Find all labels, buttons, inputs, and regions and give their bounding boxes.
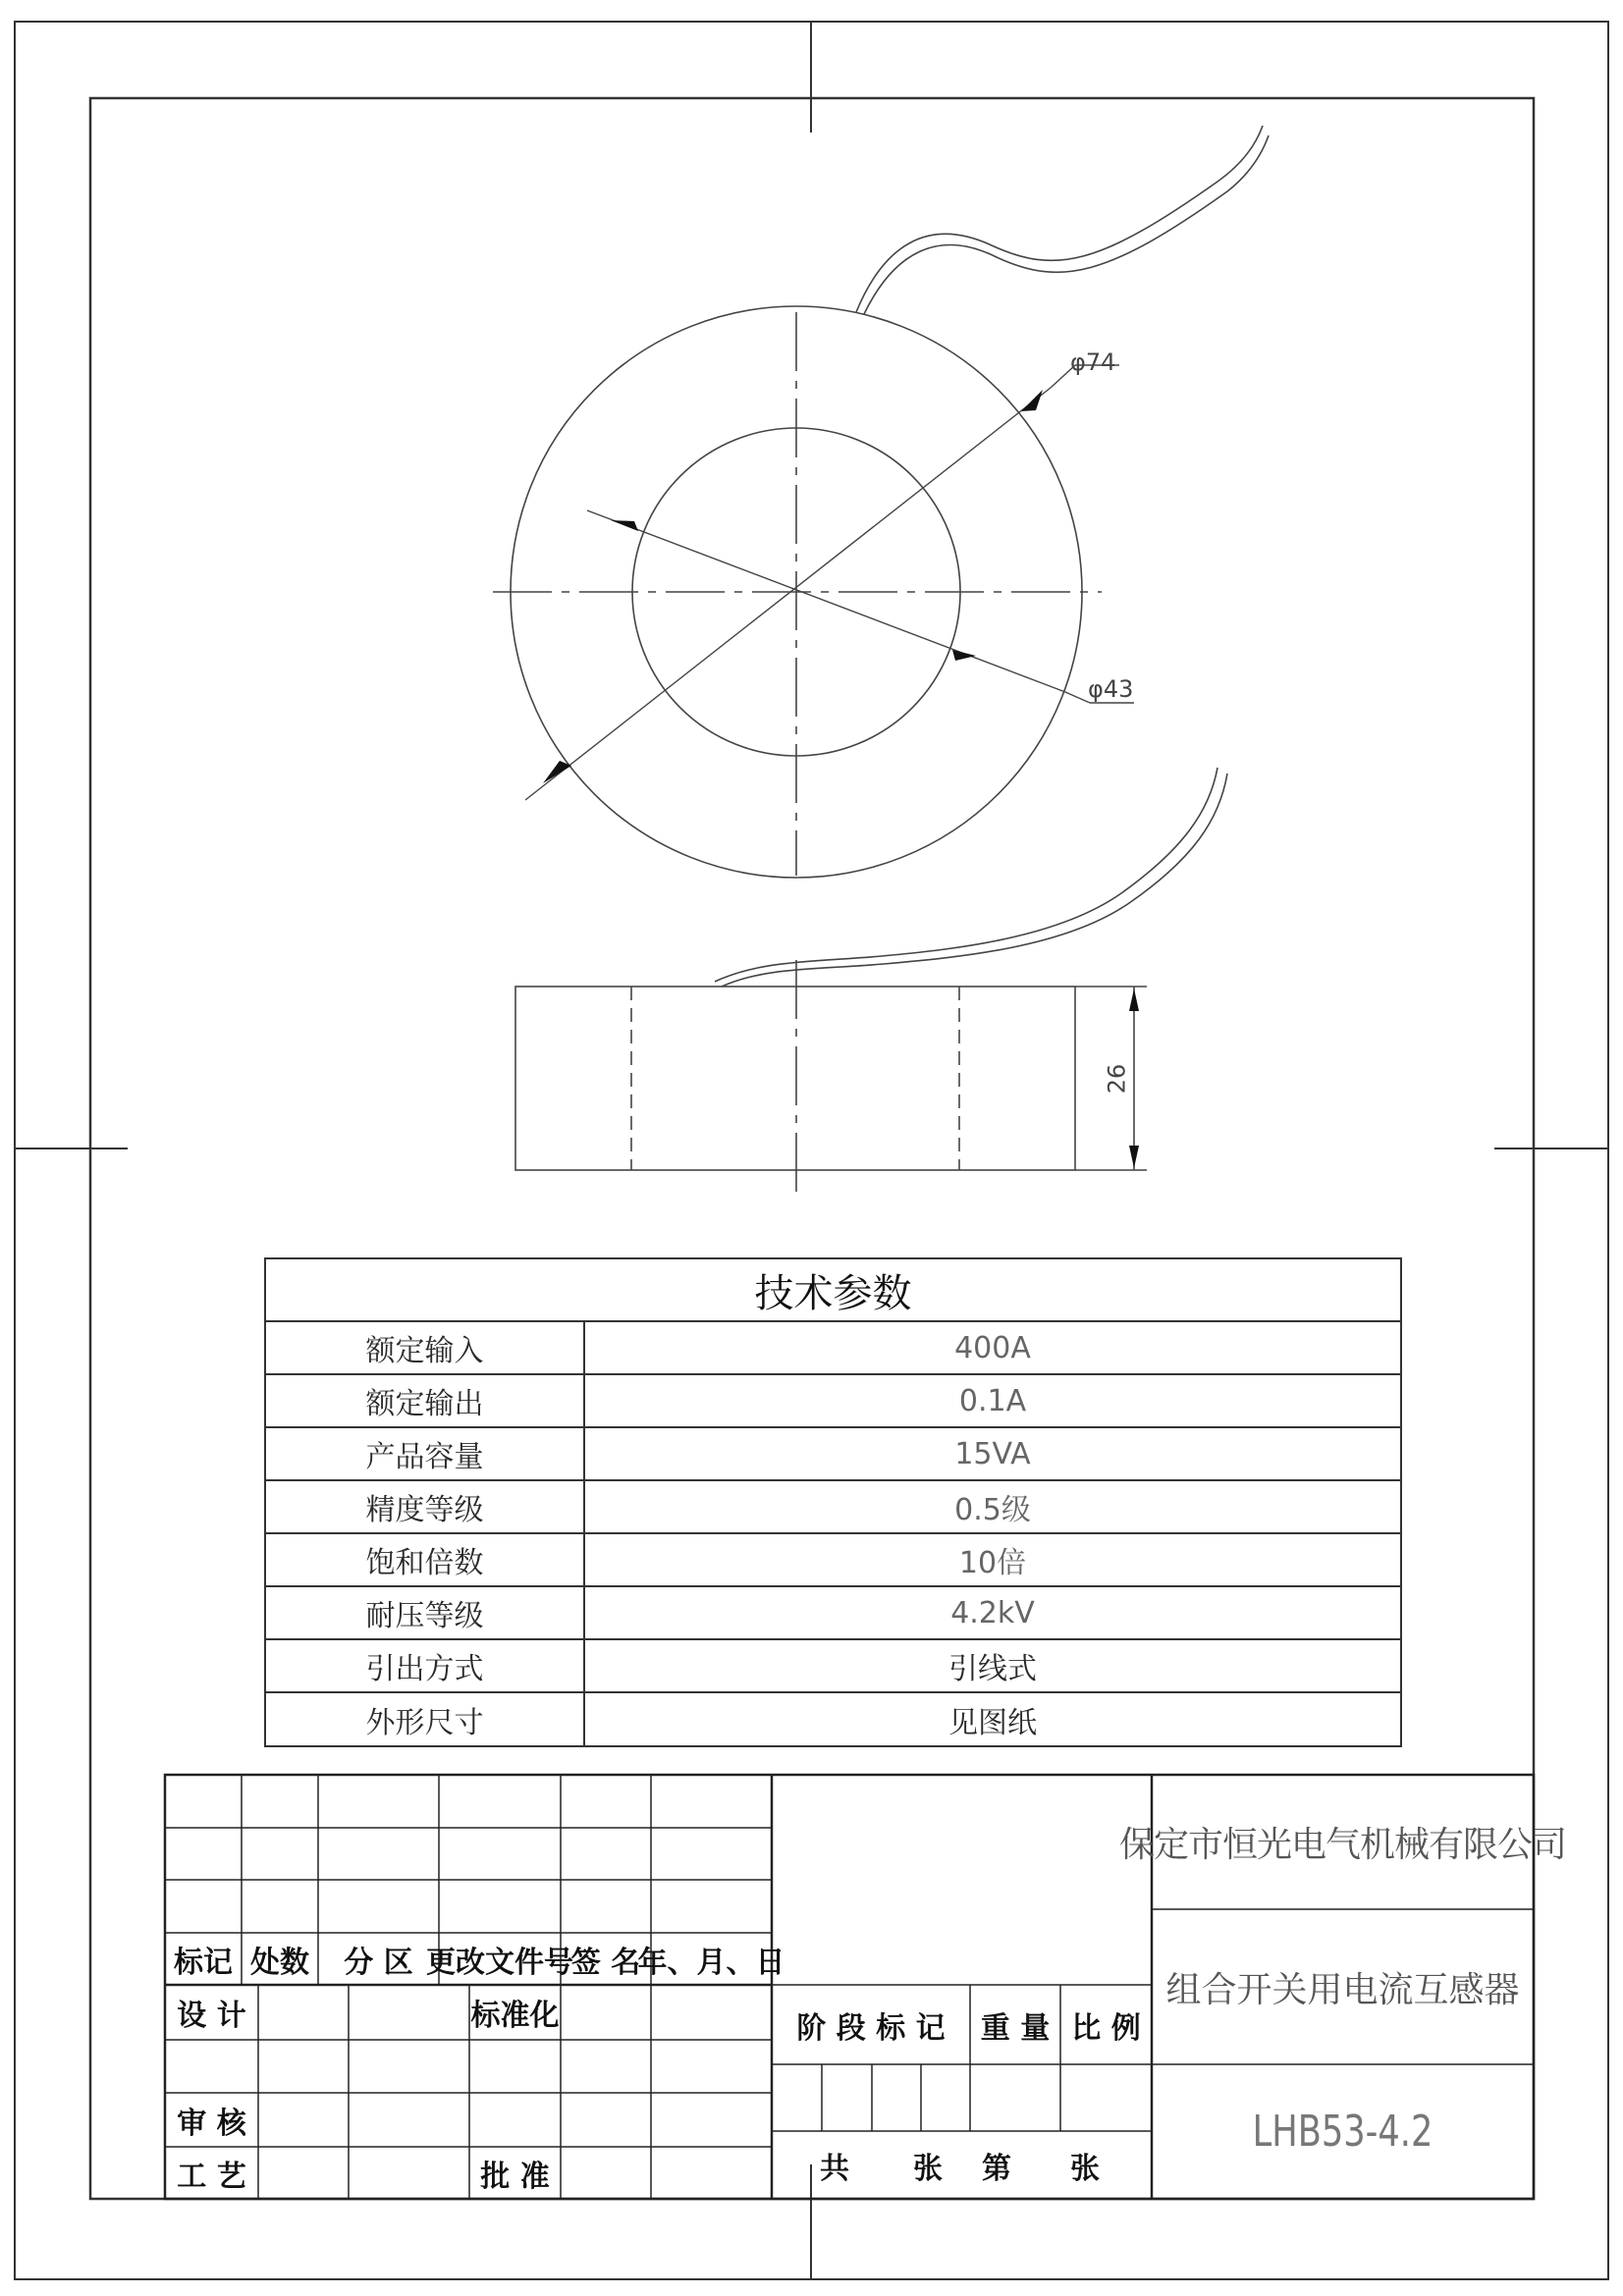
param-label-accuracy: 精度等级 (365, 1493, 484, 1527)
review-label: 审 核 (177, 2106, 246, 2141)
rev-header-mark: 标记 (174, 1945, 233, 1980)
sheet-unit-label-2: 张 (1070, 2151, 1100, 2186)
design-label: 设 计 (177, 1999, 246, 2033)
param-label-rated-input: 额定输入 (365, 1334, 484, 1368)
top-view (493, 126, 1269, 878)
param-label-capacity: 产品容量 (365, 1440, 484, 1474)
param-label-rated-output: 额定输出 (365, 1387, 484, 1421)
stage-mark-label: 阶 段 标 记 (796, 2010, 946, 2046)
param-label-withstand-voltage: 耐压等级 (365, 1599, 484, 1633)
lead-wire-top-2 (864, 135, 1269, 314)
dimension-arrows (543, 390, 1043, 783)
dim-line-43 (587, 510, 1065, 692)
dim-line-74 (525, 388, 1051, 800)
param-label-saturation: 饱和倍数 (365, 1546, 484, 1580)
weight-label: 重 量 (980, 2010, 1051, 2046)
param-value-accuracy: 0.5级 (954, 1493, 1031, 1527)
company-name: 保定市恒光电气机械有限公司 (1119, 1825, 1567, 1865)
param-value-withstand-voltage: 4.2kV (950, 1595, 1035, 1630)
rev-header-signature: 签 名 (570, 1945, 641, 1980)
sheets-total-label: 共 (820, 2151, 849, 2186)
rev-header-zone: 分 区 (344, 1945, 413, 1980)
dim-label-inner-diameter: φ43 (1088, 675, 1134, 703)
side-body (515, 987, 1075, 1170)
side-view (515, 768, 1227, 1193)
param-value-rated-input: 400A (954, 1330, 1031, 1365)
tech-table-title: 技术参数 (754, 1270, 912, 1316)
approve-label: 批 准 (480, 2159, 550, 2194)
lead-wire-bottom-2 (715, 768, 1217, 982)
lead-wire-top-1 (856, 126, 1263, 312)
model-number: LHB53-4.2 (1252, 2107, 1434, 2157)
param-label-dimensions: 外形尺寸 (365, 1705, 484, 1740)
param-value-dimensions: 见图纸 (948, 1705, 1037, 1740)
sheet-unit-label-1: 张 (913, 2151, 943, 2186)
dim-label-height: 26 (1103, 1063, 1131, 1095)
rev-header-change-doc: 更改文件号 (426, 1945, 573, 1980)
product-name: 组合开关用电流互感器 (1165, 1969, 1520, 2010)
param-value-capacity: 15VA (954, 1436, 1031, 1471)
param-value-lead-type: 引线式 (948, 1652, 1037, 1686)
process-label: 工 艺 (177, 2159, 246, 2194)
param-value-rated-output: 0.1A (958, 1383, 1027, 1418)
rev-header-count: 处数 (250, 1945, 309, 1980)
rev-header-date: 年、月、日 (637, 1945, 785, 1980)
standardization-label: 标准化 (470, 1999, 560, 2033)
lead-wire-bottom-1 (722, 774, 1227, 987)
dim-label-outer-diameter: φ74 (1070, 348, 1116, 376)
param-value-saturation: 10倍 (958, 1546, 1027, 1580)
sheet-no-label: 第 (982, 2151, 1011, 2186)
param-label-lead-type: 引出方式 (365, 1652, 484, 1686)
scale-label: 比 例 (1071, 2010, 1141, 2046)
